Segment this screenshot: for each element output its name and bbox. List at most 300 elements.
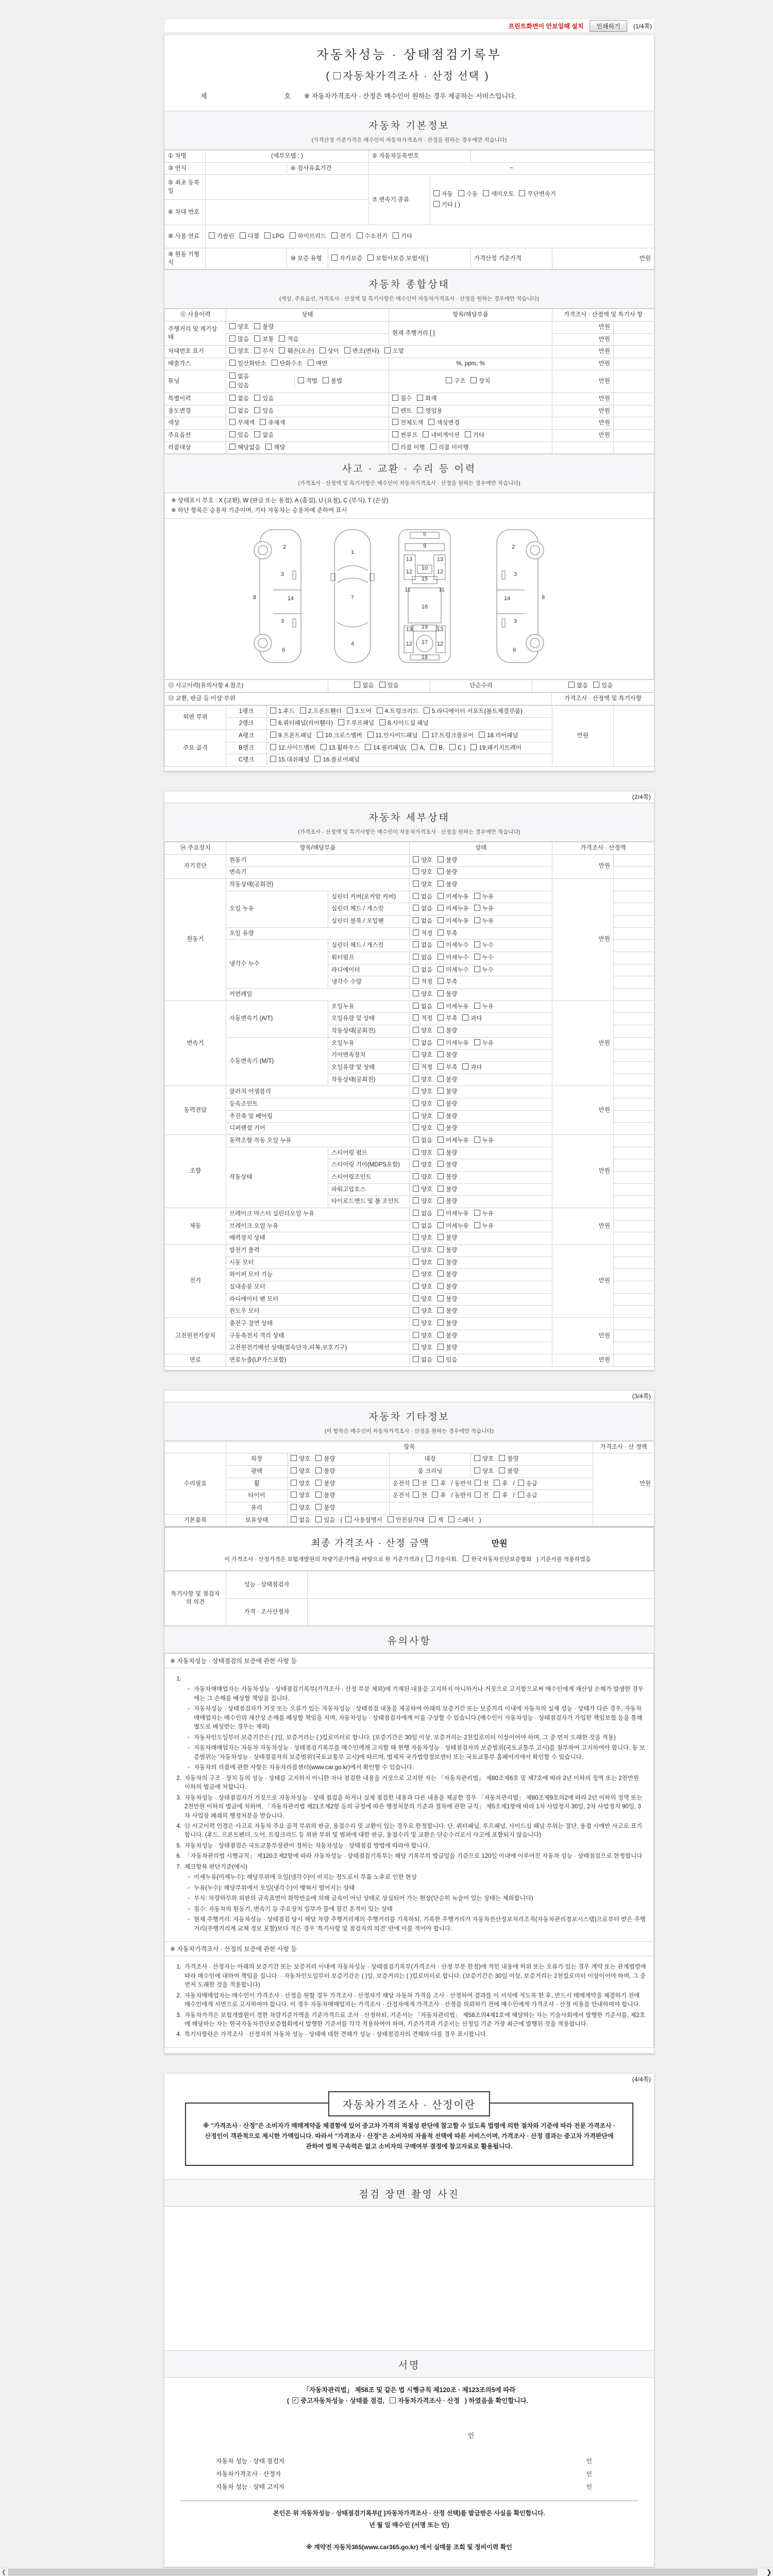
opinion-value-cell[interactable] (308, 1598, 654, 1625)
option-checkbox[interactable] (438, 1027, 444, 1033)
scroll-left-arrow[interactable]: ❮ (1, 2569, 7, 2575)
option-checkbox[interactable] (475, 1492, 481, 1498)
option-checkbox[interactable] (413, 954, 419, 960)
option-checkbox[interactable] (229, 395, 236, 401)
option-checkbox[interactable] (229, 360, 236, 366)
option-checkbox[interactable] (331, 232, 338, 239)
option-checkbox[interactable] (438, 868, 444, 874)
notice-bullet-text: 자동차인도일부터 보증기간은 ( )일, 보증거리는 ( )킬로미터로 합니다. (보증기간은 30일 이상, 보증거리는 2천킬로미터 이상이어야 하며, 그 중 먼저 도래한 것을 적용) (194, 1734, 616, 1741)
option-checkbox[interactable] (413, 978, 419, 984)
option-checkbox[interactable] (270, 744, 276, 750)
option-checkbox[interactable] (315, 1516, 322, 1522)
option: 없음 (291, 1516, 310, 1525)
option: 없음 (413, 1356, 432, 1365)
option-checkbox[interactable] (413, 1197, 419, 1204)
option-checkbox[interactable] (474, 966, 480, 972)
option-checkbox[interactable] (430, 744, 436, 750)
option-checkbox[interactable] (474, 893, 480, 899)
option-checkbox[interactable] (474, 1455, 480, 1461)
option-checkbox[interactable] (438, 990, 444, 996)
device-group-label: 동력전달 (165, 1086, 226, 1135)
option-checkbox[interactable] (392, 419, 398, 425)
option-checkbox[interactable] (438, 893, 444, 899)
option-checkbox[interactable] (290, 232, 296, 239)
option-checkbox[interactable] (474, 1210, 480, 1216)
option-checkbox[interactable] (413, 1088, 419, 1094)
option-checkbox[interactable] (413, 1051, 419, 1057)
detail-state-options (410, 927, 552, 940)
option: 불량 (438, 856, 457, 865)
option-checkbox[interactable] (413, 856, 419, 862)
option-checkbox[interactable] (438, 1356, 444, 1362)
option-checkbox[interactable] (413, 868, 419, 874)
option-checkbox[interactable] (413, 917, 419, 923)
option-checkbox[interactable] (229, 419, 236, 425)
option: 미세누수 (438, 966, 468, 975)
diagram-zone-number: 7 (350, 595, 355, 601)
option-checkbox[interactable] (413, 1234, 419, 1240)
option-checkbox[interactable] (413, 1480, 419, 1486)
option-checkbox[interactable] (438, 1270, 444, 1277)
option-checkbox[interactable] (392, 395, 398, 401)
option-checkbox[interactable] (413, 1307, 419, 1313)
option-checkbox[interactable] (379, 682, 385, 688)
option-checkbox[interactable] (209, 232, 215, 239)
detail-state-options (410, 1086, 552, 1098)
diagram-zone-number: 12 (436, 641, 444, 648)
option-checkbox[interactable] (291, 1455, 297, 1461)
option: 훼손(오손) (279, 347, 314, 356)
option-checkbox[interactable] (413, 1270, 419, 1277)
option-checkbox[interactable] (413, 966, 419, 972)
option: 미세누유 (438, 1210, 468, 1218)
option-checkbox[interactable] (270, 707, 276, 714)
option-checkbox[interactable] (417, 407, 423, 413)
option-text: ) (479, 1517, 481, 1523)
basic-items-options (288, 1514, 593, 1527)
option-checkbox[interactable] (344, 347, 350, 353)
option-checkbox[interactable] (413, 1149, 419, 1155)
detail-item-label: 변속기 (226, 867, 410, 879)
option-checkbox[interactable] (423, 431, 429, 437)
option-checkbox[interactable] (479, 732, 485, 738)
option-checkbox[interactable] (270, 732, 276, 738)
notice-item-number: 2. (176, 1775, 181, 1782)
diagram-zone-number: 16 (421, 604, 428, 611)
option-checkbox[interactable] (413, 1259, 419, 1265)
option-checkbox[interactable] (413, 990, 419, 996)
option-checkbox[interactable] (333, 72, 341, 79)
option-checkbox[interactable] (462, 1014, 468, 1021)
detail-note-cell (614, 1001, 654, 1013)
option-checkbox[interactable] (392, 444, 398, 450)
option-checkbox[interactable] (392, 431, 398, 437)
option-checkbox[interactable] (438, 917, 444, 923)
option-checkbox[interactable] (367, 732, 374, 738)
option-checkbox[interactable] (438, 1124, 444, 1130)
option: 있음 (438, 1356, 457, 1365)
first-reg-value-cell[interactable] (206, 175, 369, 200)
option-checkbox[interactable] (393, 232, 399, 239)
option: 있음 (315, 1516, 335, 1525)
option-checkbox[interactable] (413, 1344, 419, 1350)
option-checkbox[interactable] (321, 744, 327, 750)
option-checkbox[interactable] (413, 1222, 419, 1228)
option-checkbox[interactable] (429, 1516, 435, 1522)
group-label-main-frame: 주요 골격 (183, 744, 208, 751)
option-checkbox[interactable] (470, 377, 477, 383)
option-checkbox[interactable] (499, 1455, 505, 1461)
option: 없음 (254, 431, 274, 440)
option-checkbox[interactable] (315, 1455, 322, 1461)
option: 불량 (438, 1197, 457, 1206)
option-checkbox[interactable] (413, 941, 419, 947)
option-checkbox[interactable] (298, 377, 304, 383)
option-checkbox[interactable] (338, 719, 344, 725)
option: 기술사회, (426, 1555, 458, 1564)
scrollbar-thumb[interactable] (8, 2569, 758, 2575)
option-checkbox[interactable] (438, 1332, 444, 1338)
detail-subitem-label: 실린더 커버(로커암 커버) (328, 891, 410, 903)
option-checkbox[interactable] (438, 1259, 444, 1265)
option-checkbox[interactable] (413, 1185, 419, 1192)
option-checkbox[interactable] (423, 732, 429, 738)
option: 전 (475, 1480, 489, 1488)
option-checkbox[interactable] (433, 190, 440, 196)
option-checkbox[interactable] (448, 1516, 455, 1522)
option-checkbox[interactable] (499, 1467, 505, 1473)
option-checkbox[interactable] (465, 431, 471, 437)
option-checkbox[interactable] (229, 444, 236, 450)
option-checkbox[interactable] (413, 1124, 419, 1130)
option-checkbox[interactable] (568, 682, 575, 688)
option-checkbox[interactable] (413, 1332, 419, 1338)
option-checkbox[interactable] (438, 1246, 444, 1252)
option-checkbox[interactable] (438, 1161, 444, 1167)
option-checkbox[interactable] (254, 407, 260, 413)
option: 양호 (413, 1173, 432, 1182)
option-checkbox[interactable] (518, 1492, 524, 1498)
option-checkbox[interactable] (315, 1492, 322, 1498)
option-checkbox[interactable] (413, 1246, 419, 1252)
option-checkbox[interactable] (377, 707, 383, 714)
option-checkbox[interactable] (413, 1492, 419, 1498)
option-checkbox[interactable] (413, 1210, 419, 1216)
row-label-abnormal-parts: ⑬ 교환, 판금 등 이상 부위 (168, 695, 236, 702)
engine-type-value-cell[interactable] (206, 248, 287, 269)
option-checkbox[interactable] (254, 323, 260, 329)
option-checkbox[interactable] (438, 1295, 444, 1301)
color-items (389, 417, 552, 430)
option-checkbox[interactable] (449, 744, 456, 750)
option-checkbox[interactable] (474, 917, 480, 923)
detail-state-options (410, 1354, 552, 1367)
option-checkbox[interactable] (432, 1480, 438, 1486)
option-checkbox[interactable] (270, 756, 276, 762)
option-checkbox[interactable] (438, 1076, 444, 1082)
option-checkbox[interactable] (438, 1210, 444, 1216)
signer-stamp: 인 (586, 2458, 592, 2465)
option-checkbox[interactable] (413, 1283, 419, 1289)
option-checkbox[interactable] (438, 905, 444, 911)
detail-item-label: 추진축 및 베어링 (226, 1110, 410, 1123)
option-checkbox[interactable] (438, 1137, 444, 1143)
option-checkbox[interactable] (229, 407, 236, 413)
option-checkbox[interactable] (438, 1003, 444, 1009)
diagram-zone-number: 13 (436, 556, 444, 563)
option-checkbox[interactable] (315, 1467, 322, 1473)
option: 일산화탄소 (229, 360, 266, 368)
opinion-value-cell[interactable] (308, 1571, 654, 1598)
print-button[interactable]: 인쇄하기 (590, 20, 627, 32)
option-checkbox[interactable] (292, 2397, 298, 2403)
year-value-cell[interactable] (206, 162, 287, 175)
detail-item-label: 와이퍼 모터 기능 (226, 1269, 410, 1281)
option-checkbox[interactable] (474, 1003, 480, 1009)
option-checkbox[interactable] (413, 929, 419, 936)
option-checkbox[interactable] (413, 1112, 419, 1118)
option-checkbox[interactable] (413, 1076, 419, 1082)
option-checkbox[interactable] (357, 232, 363, 239)
option-checkbox[interactable] (438, 1173, 444, 1179)
option-checkbox[interactable] (229, 431, 236, 437)
option-checkbox[interactable] (519, 190, 525, 196)
option-checkbox[interactable] (438, 1197, 444, 1204)
option: 리콜 이행 (392, 444, 425, 452)
option-checkbox[interactable] (432, 1492, 438, 1498)
detail-note-cell (614, 1281, 654, 1294)
option-checkbox[interactable] (291, 1504, 297, 1510)
option-checkbox[interactable] (345, 1516, 351, 1522)
option-checkbox[interactable] (474, 1467, 480, 1473)
option-checkbox[interactable] (438, 1307, 444, 1313)
option-checkbox[interactable] (474, 1039, 480, 1045)
option-checkbox[interactable] (438, 978, 444, 984)
option-checkbox[interactable] (413, 1039, 419, 1045)
option-checkbox[interactable] (331, 255, 338, 261)
option-checkbox[interactable] (426, 1555, 432, 1562)
option: 많음 (229, 335, 249, 344)
option-checkbox[interactable] (413, 1100, 419, 1106)
option-checkbox[interactable] (438, 1185, 444, 1192)
option: 양호 (291, 1504, 310, 1513)
notice-item-text (184, 1675, 646, 1684)
option: 해당없음 (229, 444, 260, 452)
col-header-detail-item: 항목/해당부품 (299, 844, 336, 851)
option-checkbox[interactable] (229, 335, 236, 342)
option-checkbox[interactable] (354, 682, 360, 688)
option-checkbox[interactable] (265, 444, 272, 450)
option-checkbox[interactable] (254, 431, 260, 437)
option-checkbox[interactable] (413, 880, 419, 887)
option: 양호 (413, 990, 432, 999)
option-checkbox[interactable] (279, 335, 285, 342)
detail-state-options (410, 1330, 552, 1342)
option-checkbox[interactable] (411, 744, 417, 750)
option-checkbox[interactable] (413, 1137, 419, 1143)
option-checkbox[interactable] (413, 1027, 419, 1033)
option-checkbox[interactable] (229, 382, 236, 388)
option-checkbox[interactable] (474, 905, 480, 911)
option-checkbox[interactable] (438, 966, 444, 972)
option-checkbox[interactable] (438, 1014, 444, 1021)
option-checkbox[interactable] (438, 1319, 444, 1326)
option-checkbox[interactable] (240, 232, 246, 239)
current-mileage-cell[interactable]: 현재 주행거리 [ ] (389, 321, 552, 346)
option: 없음 (413, 941, 432, 950)
notice-item-number: 3. (176, 1794, 181, 1801)
option-checkbox[interactable] (254, 347, 260, 353)
option: 있음 (229, 382, 291, 391)
option-checkbox[interactable] (390, 2397, 396, 2403)
option-checkbox[interactable] (315, 1504, 322, 1510)
car-name-value-cell[interactable]: (세부모델 : ) (206, 150, 369, 163)
color-options (226, 417, 389, 430)
option-checkbox[interactable] (308, 360, 314, 366)
page-indicator-1: (1/4쪽) (633, 22, 652, 30)
option-checkbox[interactable] (254, 395, 260, 401)
option-checkbox[interactable] (463, 1555, 469, 1562)
option-checkbox[interactable] (291, 1492, 297, 1498)
detail-state-options (410, 1025, 552, 1037)
col-header-item: 항목/해당부품 (452, 312, 489, 318)
reg-no-value-cell[interactable] (470, 150, 654, 163)
option-checkbox[interactable] (438, 1112, 444, 1118)
option-checkbox[interactable] (494, 1492, 500, 1498)
option-checkbox[interactable] (413, 893, 419, 899)
option-checkbox[interactable] (229, 323, 236, 329)
inspection-value-cell[interactable]: ~ (368, 162, 654, 175)
scroll-right-arrow[interactable]: ❯ (766, 2568, 772, 2576)
option-checkbox[interactable] (438, 1088, 444, 1094)
option-checkbox[interactable] (384, 347, 391, 353)
option-checkbox[interactable] (413, 905, 419, 911)
option: 불량 (438, 1270, 457, 1279)
option-checkbox[interactable] (438, 1283, 444, 1289)
option-checkbox[interactable] (264, 232, 271, 239)
option: 양호 (413, 1270, 432, 1279)
option-checkbox[interactable] (438, 856, 444, 862)
simple-repair-label: 단순수리 (469, 683, 493, 689)
option-checkbox[interactable] (413, 1173, 419, 1179)
option-checkbox[interactable] (347, 707, 353, 714)
option-checkbox[interactable] (446, 377, 452, 383)
detail-row (165, 1135, 654, 1147)
option-checkbox[interactable] (474, 941, 480, 947)
detail-item-label: 작동상태(공회전) (226, 878, 410, 891)
option-checkbox[interactable] (413, 1063, 419, 1070)
stamp-placeholder: 인 (467, 2432, 475, 2440)
option-checkbox[interactable] (438, 1149, 444, 1155)
option-checkbox[interactable] (291, 1516, 297, 1522)
repair-item-label: 휠 (226, 1478, 288, 1490)
option-checkbox[interactable] (279, 347, 285, 353)
option-checkbox[interactable] (438, 954, 444, 960)
option-checkbox[interactable] (474, 1222, 480, 1228)
vin-mark-options (226, 346, 552, 358)
option-checkbox[interactable] (424, 707, 430, 714)
option-checkbox[interactable] (365, 744, 371, 750)
option-checkbox[interactable] (413, 1319, 419, 1326)
option-checkbox[interactable] (430, 444, 436, 450)
option-checkbox[interactable] (438, 1234, 444, 1240)
option-checkbox[interactable] (320, 347, 326, 353)
option-checkbox[interactable] (291, 1480, 297, 1486)
option-checkbox[interactable] (317, 732, 323, 738)
option-checkbox[interactable] (379, 719, 385, 725)
option-checkbox[interactable] (300, 707, 306, 714)
final-price-label: 최종 가격조사 · 산정 금액 (311, 1538, 430, 1549)
detail-note-cell (614, 867, 654, 879)
option-checkbox[interactable] (593, 682, 599, 688)
option-checkbox[interactable] (475, 1480, 481, 1486)
option-checkbox[interactable] (438, 1222, 444, 1228)
option-checkbox[interactable] (367, 255, 374, 261)
option-checkbox[interactable] (438, 941, 444, 947)
option-checkbox[interactable] (474, 954, 480, 960)
option: ✓중고자동차성능 · 상태를 점검, (292, 2396, 384, 2406)
option-checkbox[interactable] (438, 1039, 444, 1045)
option-checkbox[interactable] (413, 1295, 419, 1301)
option-checkbox[interactable] (229, 347, 236, 353)
option-checkbox[interactable] (433, 201, 440, 207)
option: 네비게이션 (423, 431, 460, 440)
option-checkbox[interactable] (428, 419, 434, 425)
option-checkbox[interactable] (462, 1063, 468, 1070)
option-checkbox[interactable] (458, 190, 464, 196)
option: 불량 (438, 868, 457, 877)
option-checkbox[interactable] (392, 407, 398, 413)
notice-bullet (188, 1894, 646, 1903)
option-checkbox[interactable] (291, 1467, 297, 1473)
option-checkbox[interactable] (438, 1063, 444, 1070)
option-checkbox[interactable] (314, 756, 321, 762)
option-checkbox[interactable] (272, 360, 278, 366)
option-checkbox[interactable] (438, 1100, 444, 1106)
option-checkbox[interactable] (438, 929, 444, 936)
detail-note-cell (614, 1306, 654, 1318)
option-checkbox[interactable] (413, 1161, 419, 1167)
option: 없음 (413, 966, 432, 975)
option-checkbox[interactable] (315, 1480, 322, 1486)
option-checkbox[interactable] (413, 1014, 419, 1021)
option-checkbox[interactable] (474, 1137, 480, 1143)
option-checkbox[interactable] (494, 1480, 500, 1486)
option-checkbox[interactable] (260, 419, 266, 425)
option-checkbox[interactable] (438, 1344, 444, 1350)
option-checkbox[interactable] (438, 880, 444, 887)
option-checkbox[interactable] (254, 335, 260, 342)
notice-item (170, 1992, 646, 2010)
option-checkbox[interactable] (323, 377, 329, 383)
option: 양호 (474, 1455, 494, 1464)
option-checkbox[interactable] (413, 1356, 419, 1362)
option: 불량 (315, 1492, 335, 1500)
option-checkbox[interactable] (438, 1051, 444, 1057)
option-checkbox[interactable] (470, 744, 477, 750)
detail-item-label: 디퍼렌셜 기어 (226, 1123, 410, 1135)
option-checkbox[interactable] (229, 372, 236, 379)
vin-value-cell[interactable] (206, 200, 369, 225)
horizontal-scrollbar[interactable] (0, 2568, 773, 2576)
option-checkbox[interactable] (417, 395, 423, 401)
option-checkbox[interactable] (483, 190, 489, 196)
option-checkbox[interactable] (270, 719, 276, 725)
option-checkbox[interactable] (413, 1003, 419, 1009)
notice-item-number: 4. (176, 1823, 181, 1830)
option-checkbox[interactable] (518, 1480, 524, 1486)
option-checkbox[interactable] (388, 1516, 394, 1522)
